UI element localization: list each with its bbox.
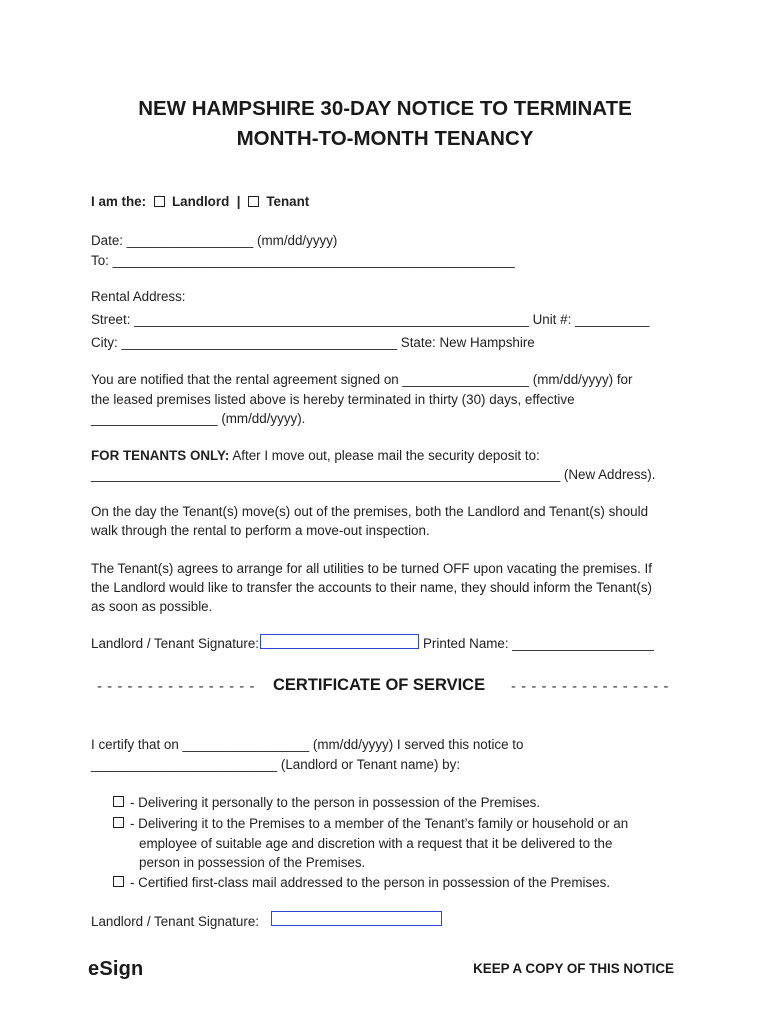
utilities-text-line-3: as soon as possible. — [91, 599, 213, 614]
personal-delivery-checkbox[interactable] — [113, 796, 124, 807]
option-premises-delivery-line-3: person in possession of the Premises. — [139, 855, 366, 870]
new-address-field[interactable]: _______________________________________________________________ (New Address). — [91, 467, 656, 482]
tenant-option-label: Tenant — [266, 194, 310, 209]
certified-mail-checkbox[interactable] — [113, 876, 124, 887]
option-premises-delivery-line-1: - Delivering it to the Premises to a member of the Tenant’s family or household or an — [130, 816, 629, 831]
certify-text-line-2[interactable]: _________________________ (Landlord or Tenant name) by: — [91, 757, 461, 772]
tenants-only-label: FOR TENANTS ONLY: — [91, 448, 230, 463]
keep-copy-note: KEEP A COPY OF THIS NOTICE — [473, 961, 674, 976]
to-field[interactable]: To: ______________________________________________________ — [91, 253, 515, 268]
signature-1-label: Landlord / Tenant Signature: — [91, 636, 260, 651]
tenants-only-line — [91, 446, 540, 465]
certificate-title: CERTIFICATE OF SERVICE — [273, 676, 486, 694]
rental-address-heading: Rental Address: — [91, 289, 186, 304]
date-field[interactable]: Date: _________________ (mm/dd/yyyy) — [91, 233, 338, 248]
certificate-dashes-left: - - - - - - - - - - - - - - - - — [97, 678, 255, 695]
role-label: I am the: — [91, 194, 147, 209]
option-premises-delivery-line-2: employee of suitable age and discretion with a request that it be delivered to the — [139, 836, 613, 851]
signature-2-box[interactable] — [271, 911, 442, 926]
landlord-checkbox[interactable] — [154, 196, 165, 207]
city-state-field[interactable]: City: _____________________________________ State: New Hampshire — [91, 335, 535, 350]
certificate-dashes-right: - - - - - - - - - - - - - - - - — [511, 678, 669, 695]
esign-logo: eSign — [88, 958, 144, 980]
document-title-line-2: MONTH-TO-MONTH TENANCY — [236, 127, 534, 150]
tenant-checkbox[interactable] — [248, 196, 259, 207]
utilities-text-line-1: The Tenant(s) agrees to arrange for all utilities to be turned OFF upon vacating the premises. If — [91, 561, 652, 576]
certificate-heading — [0, 676, 770, 698]
signature-1-box[interactable] — [260, 634, 419, 649]
premises-delivery-checkbox[interactable] — [113, 817, 124, 828]
signature-2-label: Landlord / Tenant Signature: — [91, 914, 260, 929]
document-title-line-1: NEW HAMPSHIRE 30-DAY NOTICE TO TERMINATE — [138, 97, 632, 120]
certify-text-line-1[interactable]: I certify that on _________________ (mm/dd/yyyy) I served this notice to — [91, 737, 524, 752]
inspection-text-line-2: walk through the rental to perform a move-out inspection. — [91, 523, 430, 538]
option-personal-delivery-text: - Delivering it personally to the person in possession of the Premises. — [130, 795, 541, 810]
notice-effective-date-field[interactable]: _________________ (mm/dd/yyyy). — [91, 411, 306, 426]
role-separator: | — [236, 194, 241, 209]
inspection-text-line-1: On the day the Tenant(s) move(s) out of the premises, both the Landlord and Tenant(s) should — [91, 504, 649, 519]
role-selector — [91, 192, 309, 211]
printed-name-field[interactable]: Printed Name: ___________________ — [423, 636, 654, 651]
street-unit-field[interactable]: Street: _____________________________________________________ Unit #: __________ — [91, 312, 650, 327]
landlord-option-label: Landlord — [171, 194, 230, 209]
option-certified-mail-text: - Certified first-class mail addressed to the person in possession of the Premises. — [130, 875, 611, 890]
notice-text-line-1: You are notified that the rental agreement signed on _________________ (mm/dd/yyyy) for — [91, 372, 633, 387]
tenants-only-text: After I move out, please mail the security deposit to: — [229, 448, 540, 463]
utilities-text-line-2: the Landlord would like to transfer the accounts to their name, they should inform the Tenant(s) — [91, 580, 652, 595]
notice-text-line-2: the leased premises listed above is hereby terminated in thirty (30) days, effective — [91, 392, 575, 407]
